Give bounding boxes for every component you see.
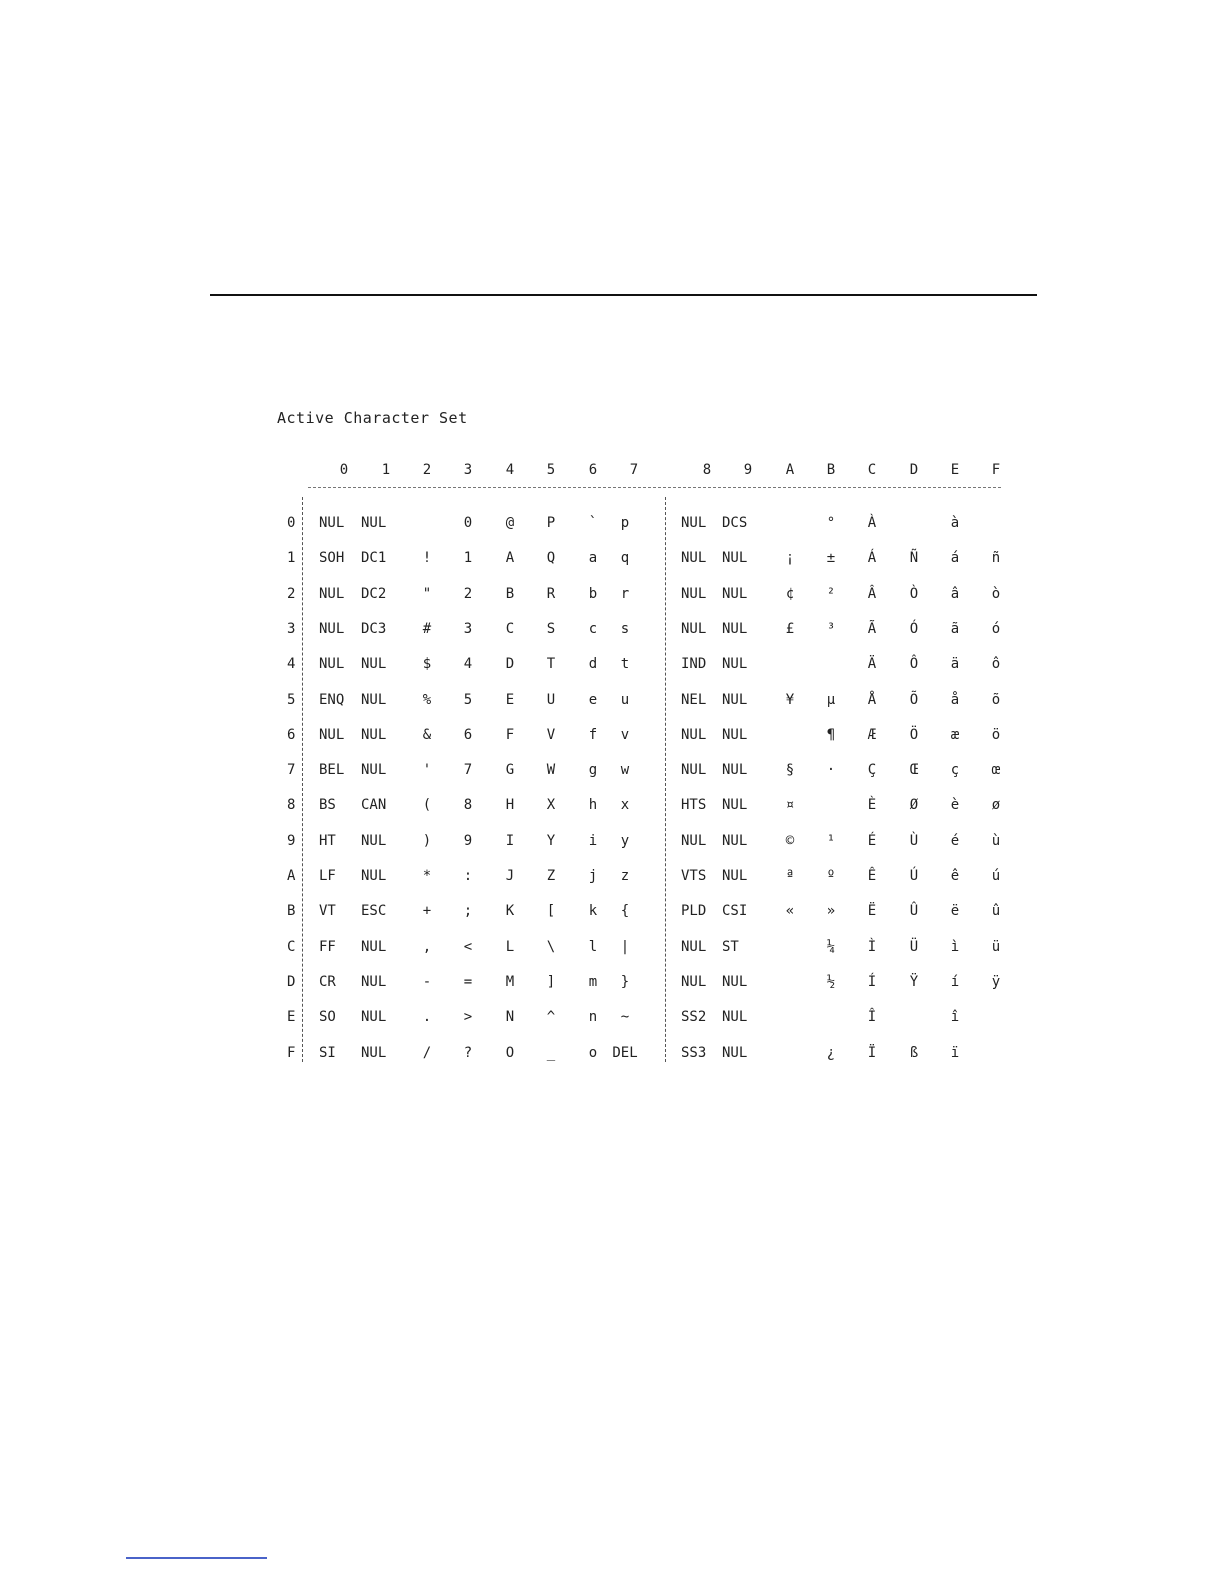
char-cell: [ (546, 903, 556, 919)
char-cell: Á (867, 550, 877, 566)
char-cell: U (546, 692, 556, 708)
char-cell: D (505, 656, 515, 672)
char-cell: Ó (909, 621, 919, 637)
char-cell: NUL (319, 656, 345, 672)
char-cell: , (422, 939, 432, 955)
column-header: B (826, 462, 836, 478)
char-cell: È (867, 797, 877, 813)
char-cell: NUL (722, 868, 748, 884)
char-cell: NUL (722, 727, 748, 743)
row-header: 3 (287, 621, 296, 637)
char-cell: ö (991, 727, 1001, 743)
char-cell: NUL (722, 656, 748, 672)
char-cell: ; (463, 903, 473, 919)
char-cell: a (588, 550, 598, 566)
char-cell: NUL (722, 797, 748, 813)
char-cell: J (505, 868, 515, 884)
char-cell: z (620, 868, 630, 884)
char-cell: . (422, 1009, 432, 1025)
row-header: E (287, 1009, 296, 1025)
char-cell: x (620, 797, 630, 813)
char-cell: ù (991, 833, 1001, 849)
char-cell: ESC (361, 903, 387, 919)
char-cell: / (422, 1045, 432, 1061)
row-header: 2 (287, 586, 296, 602)
column-header: 7 (629, 462, 639, 478)
char-cell: ! (422, 550, 432, 566)
char-cell: i (588, 833, 598, 849)
char-cell: NUL (722, 621, 748, 637)
char-cell: 0 (463, 515, 473, 531)
char-cell: V (546, 727, 556, 743)
char-cell: 8 (463, 797, 473, 813)
char-cell: NEL (681, 692, 707, 708)
char-cell: â (950, 586, 960, 602)
row-header: 0 (287, 515, 296, 531)
char-cell: \ (546, 939, 556, 955)
char-cell: NUL (722, 1045, 748, 1061)
char-cell: µ (826, 692, 836, 708)
char-cell: SO (319, 1009, 336, 1025)
char-cell: PLD (681, 903, 707, 919)
char-cell: Ÿ (909, 974, 919, 990)
char-cell: DCS (722, 515, 748, 531)
char-cell: NUL (361, 656, 387, 672)
char-cell: Ö (909, 727, 919, 743)
char-cell: ã (950, 621, 960, 637)
char-cell: NUL (361, 939, 387, 955)
column-header: 2 (422, 462, 432, 478)
char-cell: NUL (319, 515, 345, 531)
char-cell: | (620, 939, 630, 955)
char-cell: " (422, 586, 432, 602)
char-cell: ï (950, 1045, 960, 1061)
char-cell: Ç (867, 762, 877, 778)
column-header: E (950, 462, 960, 478)
char-cell: r (620, 586, 630, 602)
char-cell: SOH (319, 550, 345, 566)
char-cell: HT (319, 833, 336, 849)
char-cell: HTS (681, 797, 707, 813)
char-cell: NUL (681, 939, 707, 955)
char-cell: ú (991, 868, 1001, 884)
char-cell: NUL (361, 515, 387, 531)
row-header: A (287, 868, 296, 884)
char-cell: ] (546, 974, 556, 990)
char-cell: w (620, 762, 630, 778)
char-cell: Ä (867, 656, 877, 672)
char-cell: C (505, 621, 515, 637)
row-header: 4 (287, 656, 296, 672)
char-cell: NUL (681, 762, 707, 778)
char-cell: ô (991, 656, 1001, 672)
char-cell: NUL (722, 692, 748, 708)
char-cell: Ò (909, 586, 919, 602)
char-cell: m (588, 974, 598, 990)
char-cell: n (588, 1009, 598, 1025)
row-header: 6 (287, 727, 296, 743)
char-cell: ¼ (826, 939, 836, 955)
char-cell: FF (319, 939, 336, 955)
char-cell: P (546, 515, 556, 531)
char-cell: ß (909, 1045, 919, 1061)
char-cell: å (950, 692, 960, 708)
char-cell: NUL (361, 727, 387, 743)
char-cell: NUL (361, 1045, 387, 1061)
char-cell: VT (319, 903, 336, 919)
char-cell: NUL (722, 762, 748, 778)
char-cell: h (588, 797, 598, 813)
char-cell: © (785, 833, 795, 849)
char-cell: < (463, 939, 473, 955)
char-cell: NUL (722, 1009, 748, 1025)
table-title: Active Character Set (277, 409, 468, 427)
column-header: 9 (743, 462, 753, 478)
char-cell: § (785, 762, 795, 778)
char-cell: Ì (867, 939, 877, 955)
char-cell: Å (867, 692, 877, 708)
row-header: 7 (287, 762, 296, 778)
char-cell: g (588, 762, 598, 778)
char-cell: K (505, 903, 515, 919)
char-cell: á (950, 550, 960, 566)
char-cell: NUL (361, 868, 387, 884)
char-cell: { (620, 903, 630, 919)
char-cell: 2 (463, 586, 473, 602)
char-cell: ä (950, 656, 960, 672)
char-cell: B (505, 586, 515, 602)
char-cell: ¥ (785, 692, 795, 708)
char-cell: ª (785, 868, 795, 884)
char-cell: f (588, 727, 598, 743)
char-cell: SS3 (681, 1045, 707, 1061)
char-cell: ) (422, 833, 432, 849)
char-cell: NUL (681, 621, 707, 637)
char-cell: DC3 (361, 621, 387, 637)
row-header: C (287, 939, 296, 955)
char-cell: CR (319, 974, 336, 990)
row-header: 5 (287, 692, 296, 708)
char-cell: í (950, 974, 960, 990)
char-cell: ¤ (785, 797, 795, 813)
char-cell: Q (546, 550, 556, 566)
char-cell: CAN (361, 797, 387, 813)
char-cell: NUL (361, 762, 387, 778)
char-cell: ¢ (785, 586, 795, 602)
char-cell: = (463, 974, 473, 990)
char-cell: # (422, 621, 432, 637)
char-cell: SI (319, 1045, 336, 1061)
char-cell: · (826, 762, 836, 778)
char-cell: E (505, 692, 515, 708)
char-cell: v (620, 727, 630, 743)
char-cell: ò (991, 586, 1001, 602)
char-cell: e (588, 692, 598, 708)
char-cell: Ñ (909, 550, 919, 566)
char-cell: ` (588, 515, 598, 531)
char-cell: ½ (826, 974, 836, 990)
char-cell: ó (991, 621, 1001, 637)
half-divider (665, 497, 666, 1062)
char-cell: c (588, 621, 598, 637)
char-cell: * (422, 868, 432, 884)
char-cell: > (463, 1009, 473, 1025)
column-header: 5 (546, 462, 556, 478)
char-cell: ENQ (319, 692, 345, 708)
char-cell: É (867, 833, 877, 849)
char-cell: NUL (722, 974, 748, 990)
char-cell: S (546, 621, 556, 637)
char-cell: £ (785, 621, 795, 637)
char-cell: q (620, 550, 630, 566)
char-cell: NUL (681, 974, 707, 990)
char-cell: ì (950, 939, 960, 955)
char-cell: s (620, 621, 630, 637)
row-header-divider (302, 497, 303, 1062)
char-cell: CSI (722, 903, 748, 919)
char-cell: 7 (463, 762, 473, 778)
char-cell: Ê (867, 868, 877, 884)
char-cell: R (546, 586, 556, 602)
char-cell: 9 (463, 833, 473, 849)
char-cell: NUL (681, 515, 707, 531)
char-cell: º (826, 868, 836, 884)
char-cell: » (826, 903, 836, 919)
char-cell: Î (867, 1009, 877, 1025)
char-cell: ² (826, 586, 836, 602)
char-cell: y (620, 833, 630, 849)
column-header: F (991, 462, 1001, 478)
char-cell: 4 (463, 656, 473, 672)
char-cell: NUL (361, 833, 387, 849)
char-cell: F (505, 727, 515, 743)
char-cell: b (588, 586, 598, 602)
char-cell: ( (422, 797, 432, 813)
char-cell: k (588, 903, 598, 919)
char-cell: ± (826, 550, 836, 566)
char-cell: H (505, 797, 515, 813)
char-cell: T (546, 656, 556, 672)
column-header: 0 (339, 462, 349, 478)
header-rule (308, 487, 1001, 488)
char-cell: Í (867, 974, 877, 990)
char-cell: ^ (546, 1009, 556, 1025)
char-cell: NUL (319, 727, 345, 743)
char-cell: ? (463, 1045, 473, 1061)
char-cell: NUL (319, 586, 345, 602)
char-cell: ~ (620, 1009, 630, 1025)
char-cell: Z (546, 868, 556, 884)
char-cell: NUL (722, 550, 748, 566)
char-cell: ¿ (826, 1045, 836, 1061)
char-cell: NUL (361, 1009, 387, 1025)
char-cell: NUL (361, 974, 387, 990)
char-cell: _ (546, 1045, 556, 1061)
char-cell: : (463, 868, 473, 884)
char-cell: d (588, 656, 598, 672)
char-cell: é (950, 833, 960, 849)
char-cell: Œ (909, 762, 919, 778)
char-cell: N (505, 1009, 515, 1025)
row-header: 8 (287, 797, 296, 813)
char-cell: } (620, 974, 630, 990)
char-cell: NUL (722, 833, 748, 849)
char-cell: BEL (319, 762, 345, 778)
char-cell: NUL (681, 586, 707, 602)
char-cell: Ù (909, 833, 919, 849)
char-cell: Ø (909, 797, 919, 813)
char-cell: IND (681, 656, 707, 672)
char-cell: X (546, 797, 556, 813)
char-cell: Ú (909, 868, 919, 884)
char-cell: NUL (722, 586, 748, 602)
char-cell: NUL (681, 727, 707, 743)
char-cell: o (588, 1045, 598, 1061)
char-cell: I (505, 833, 515, 849)
char-cell: Ï (867, 1045, 877, 1061)
char-cell: ST (722, 939, 739, 955)
char-cell: 5 (463, 692, 473, 708)
char-cell: DEL (612, 1045, 638, 1061)
char-cell: ñ (991, 550, 1001, 566)
char-cell: - (422, 974, 432, 990)
row-header: D (287, 974, 296, 990)
column-header: A (785, 462, 795, 478)
char-cell: ¹ (826, 833, 836, 849)
char-cell: W (546, 762, 556, 778)
char-cell: LF (319, 868, 336, 884)
char-cell: & (422, 727, 432, 743)
char-cell: u (620, 692, 630, 708)
char-cell: û (991, 903, 1001, 919)
char-cell: O (505, 1045, 515, 1061)
char-cell: t (620, 656, 630, 672)
char-cell: Ü (909, 939, 919, 955)
char-cell: ¶ (826, 727, 836, 743)
char-cell: + (422, 903, 432, 919)
column-header: C (867, 462, 877, 478)
char-cell: NUL (681, 550, 707, 566)
char-cell: ³ (826, 621, 836, 637)
char-cell: æ (950, 727, 960, 743)
char-cell: ç (950, 762, 960, 778)
char-cell: Ô (909, 656, 919, 672)
char-cell: Û (909, 903, 919, 919)
char-cell: œ (991, 762, 1001, 778)
char-cell: Ë (867, 903, 877, 919)
char-cell: DC1 (361, 550, 387, 566)
char-cell: ¡ (785, 550, 795, 566)
char-cell: ë (950, 903, 960, 919)
char-cell: j (588, 868, 598, 884)
char-cell: SS2 (681, 1009, 707, 1025)
char-cell: 1 (463, 550, 473, 566)
char-cell: Æ (867, 727, 877, 743)
char-cell: A (505, 550, 515, 566)
char-cell: DC2 (361, 586, 387, 602)
char-cell: BS (319, 797, 336, 813)
char-cell: ÿ (991, 974, 1001, 990)
char-cell: À (867, 515, 877, 531)
char-cell: 3 (463, 621, 473, 637)
char-cell: ' (422, 762, 432, 778)
char-cell: à (950, 515, 960, 531)
char-cell: « (785, 903, 795, 919)
char-cell: l (588, 939, 598, 955)
char-cell: $ (422, 656, 432, 672)
char-cell: L (505, 939, 515, 955)
char-cell: ê (950, 868, 960, 884)
char-cell: p (620, 515, 630, 531)
char-cell: M (505, 974, 515, 990)
char-cell: VTS (681, 868, 707, 884)
char-cell: ø (991, 797, 1001, 813)
char-cell: Ã (867, 621, 877, 637)
top-rule (210, 294, 1037, 296)
char-cell: è (950, 797, 960, 813)
row-header: 9 (287, 833, 296, 849)
column-header: 1 (381, 462, 391, 478)
char-cell: @ (505, 515, 515, 531)
column-header: 3 (463, 462, 473, 478)
char-cell: ü (991, 939, 1001, 955)
row-header: 1 (287, 550, 296, 566)
char-cell: Õ (909, 692, 919, 708)
char-cell: 6 (463, 727, 473, 743)
footer-link-rule (126, 1557, 267, 1559)
char-cell: % (422, 692, 432, 708)
char-cell: NUL (681, 833, 707, 849)
char-cell: G (505, 762, 515, 778)
char-cell: Â (867, 586, 877, 602)
char-cell: NUL (319, 621, 345, 637)
column-header: D (909, 462, 919, 478)
char-cell: õ (991, 692, 1001, 708)
column-header: 6 (588, 462, 598, 478)
char-cell: ° (826, 515, 836, 531)
row-header: F (287, 1045, 296, 1061)
column-header: 4 (505, 462, 515, 478)
column-header: 8 (702, 462, 712, 478)
char-cell: NUL (361, 692, 387, 708)
row-header: B (287, 903, 296, 919)
char-cell: Y (546, 833, 556, 849)
char-cell: î (950, 1009, 960, 1025)
